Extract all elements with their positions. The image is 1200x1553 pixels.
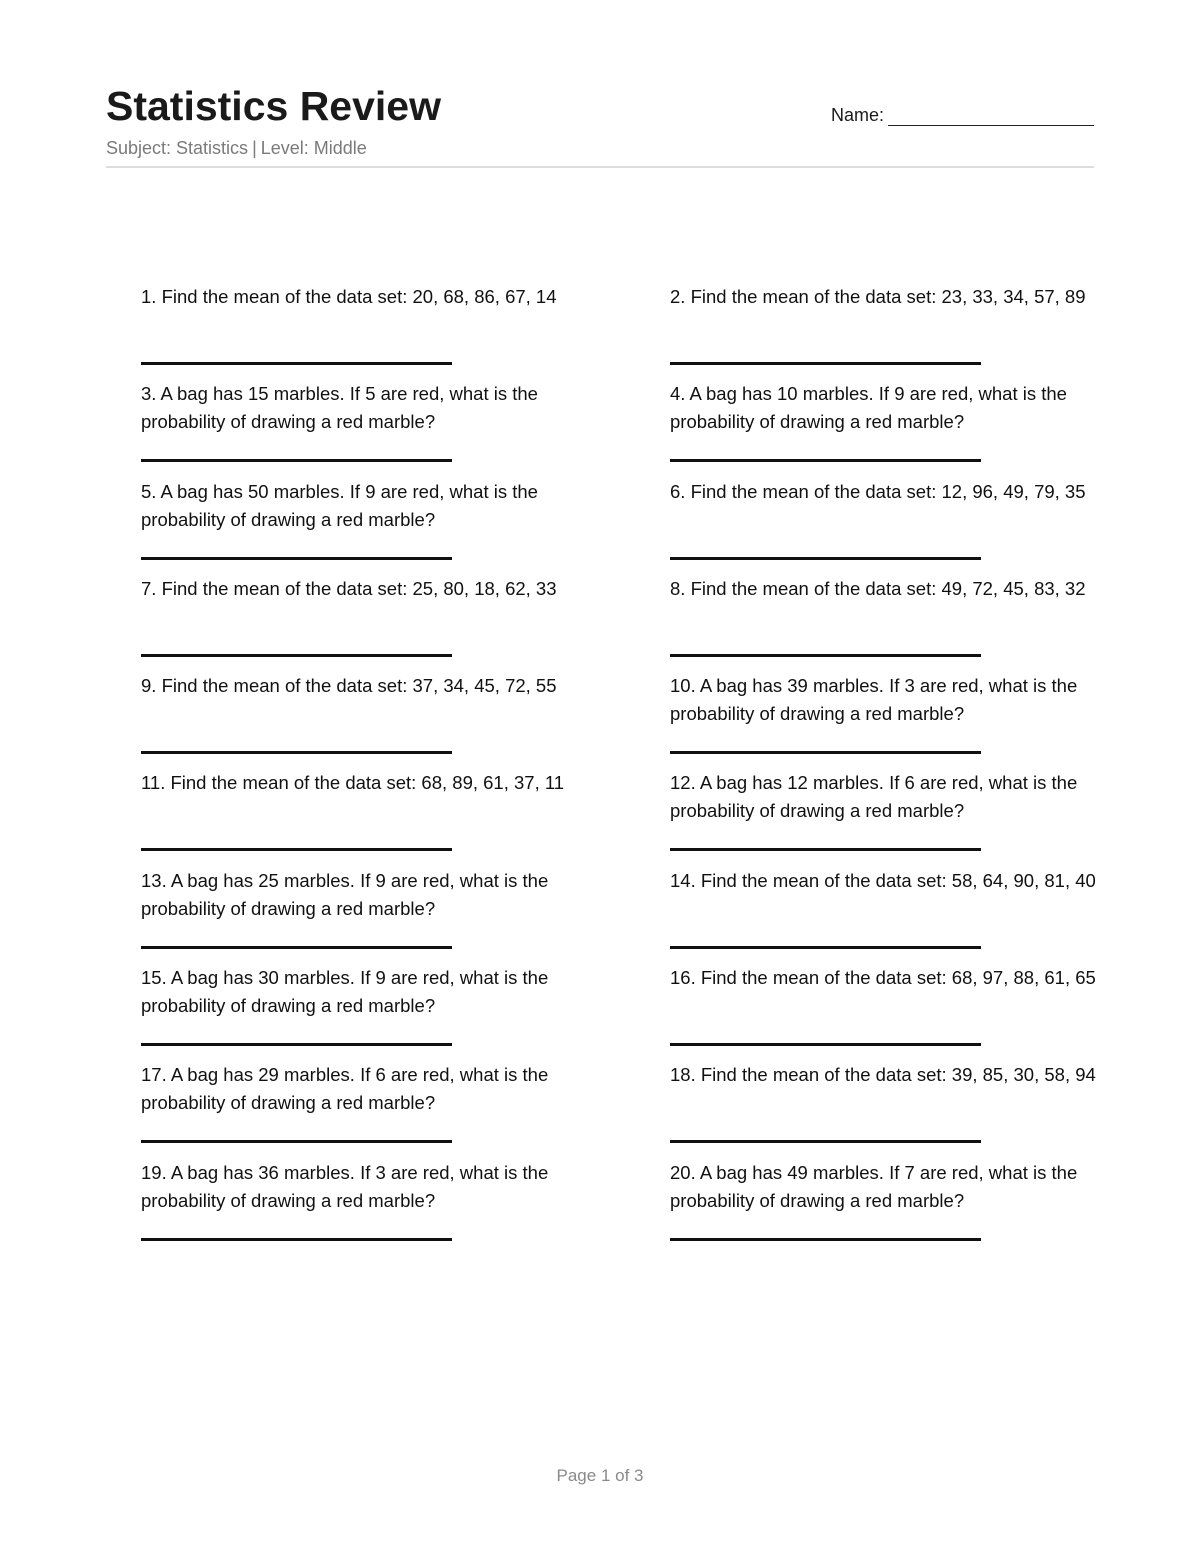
answer-line xyxy=(141,1140,452,1143)
question-item xyxy=(670,283,1090,380)
answer-line xyxy=(141,1238,452,1241)
question-text: 10. A bag has 39 marbles. If 3 are red, what is the probability of drawing a red marble? xyxy=(670,675,1078,725)
question-item xyxy=(670,867,1096,964)
answer-line xyxy=(141,654,452,657)
answer-line xyxy=(670,1140,981,1143)
question-text: 20. A bag has 49 marbles. If 7 are red, what is the probability of drawing a red marble? xyxy=(670,1161,1078,1211)
question-text: 14. Find the mean of the data set: 58, 64, 90, 81, 40 xyxy=(670,869,1096,891)
level-label: Level: Middle xyxy=(260,138,367,158)
page-title: Statistics Review xyxy=(106,83,441,129)
question-item xyxy=(141,672,670,769)
question-item xyxy=(141,769,670,866)
answer-line xyxy=(670,848,981,851)
question-text: 1. Find the mean of the data set: 20, 68, 86, 67, 14 xyxy=(141,286,557,307)
question-item xyxy=(670,672,1090,769)
question-item xyxy=(141,964,670,1061)
answer-line xyxy=(141,557,452,560)
question-item xyxy=(670,380,1090,477)
name-blank-line xyxy=(888,106,1094,126)
page-number: Page 1 of 3 xyxy=(556,1466,644,1485)
question-item xyxy=(141,380,670,477)
answer-line xyxy=(670,751,981,754)
question-text: 3. A bag has 15 marbles. If 5 are red, what is the probability of drawing a red marble? xyxy=(141,383,538,433)
question-item xyxy=(670,478,1090,575)
question-item xyxy=(141,478,670,575)
question-text: 15. A bag has 30 marbles. If 9 are red, what is the probability of drawing a red marble? xyxy=(141,967,549,1017)
answer-line xyxy=(141,362,452,365)
question-item xyxy=(670,769,1090,866)
question-text: 7. Find the mean of the data set: 25, 80, 18, 62, 33 xyxy=(141,577,557,599)
name-field xyxy=(831,104,1094,126)
question-text: 17. A bag has 29 marbles. If 6 are red, what is the probability of drawing a red marble? xyxy=(141,1064,549,1114)
question-text: 4. A bag has 10 marbles. If 9 are red, what is the probability of drawing a red marble? xyxy=(670,383,1067,433)
answer-line xyxy=(141,848,452,851)
answer-line xyxy=(670,557,981,560)
answer-line xyxy=(141,751,452,754)
question-item xyxy=(670,1159,1090,1256)
question-item xyxy=(141,283,670,380)
question-item xyxy=(670,964,1096,1061)
question-item xyxy=(141,1061,670,1158)
name-label: Name: xyxy=(830,105,884,125)
question-text: 9. Find the mean of the data set: 37, 34, 45, 72, 55 xyxy=(141,675,557,697)
answer-line xyxy=(141,1043,452,1046)
question-text: 12. A bag has 12 marbles. If 6 are red, what is the probability of drawing a red marble? xyxy=(670,772,1078,822)
question-item xyxy=(141,867,670,964)
question-text: 11. Find the mean of the data set: 68, 89, 61, 37, 11 xyxy=(141,772,565,794)
answer-line xyxy=(141,946,452,949)
subtitle-separator: | xyxy=(252,138,257,158)
question-text: 19. A bag has 36 marbles. If 3 are red, what is the probability of drawing a red marble? xyxy=(141,1161,549,1211)
answer-line xyxy=(670,459,981,462)
answer-line xyxy=(670,1043,981,1046)
question-item xyxy=(141,1159,670,1256)
question-text: 5. A bag has 50 marbles. If 9 are red, what is the probability of drawing a red marble? xyxy=(141,480,538,530)
question-text: 18. Find the mean of the data set: 39, 85, 30, 58, 94 xyxy=(670,1064,1096,1086)
subtitle xyxy=(106,137,367,159)
question-text: 2. Find the mean of the data set: 23, 33, 34, 57, 89 xyxy=(670,286,1086,307)
answer-line xyxy=(670,946,981,949)
question-item xyxy=(670,575,1090,672)
subject-label: Subject: Statistics xyxy=(106,138,249,158)
question-text: 6. Find the mean of the data set: 12, 96, 49, 79, 35 xyxy=(670,480,1086,502)
question-text: 16. Find the mean of the data set: 68, 97, 88, 61, 65 xyxy=(670,967,1096,989)
answer-line xyxy=(670,362,981,365)
answer-line xyxy=(670,1238,981,1241)
answer-line xyxy=(670,654,981,657)
question-text: 8. Find the mean of the data set: 49, 72, 45, 83, 32 xyxy=(670,577,1086,599)
answer-line xyxy=(141,459,452,462)
question-text: 13. A bag has 25 marbles. If 9 are red, what is the probability of drawing a red marble? xyxy=(141,869,549,919)
worksheet-header xyxy=(106,80,1094,168)
question-grid xyxy=(141,283,1101,1256)
question-item xyxy=(141,575,670,672)
question-item xyxy=(670,1061,1096,1158)
